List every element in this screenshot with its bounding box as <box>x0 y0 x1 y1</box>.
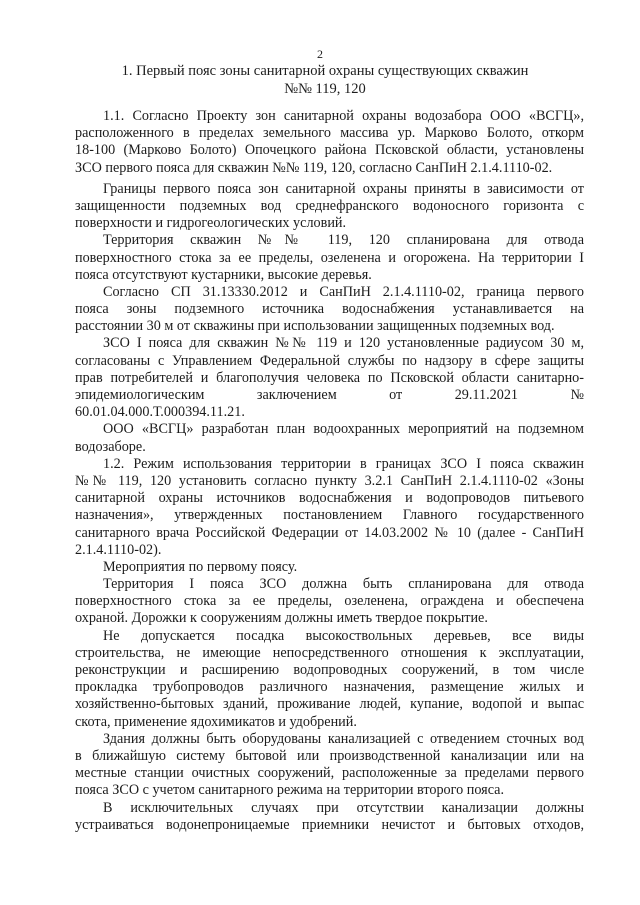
text-line: расстоянии 30 м от скважины при использовании защищенных подземных вод. <box>75 318 555 335</box>
text-line: Территория I пояса ЗСО должна быть спланирована для отвода <box>103 576 584 593</box>
text-line: №№ 119, 120 установить согласно пункту 3.2.1 СанПиН 2.1.4.1110-02 «Зоны <box>75 472 584 489</box>
text-line: прокладка трубопроводов различного назначения, размещение жилых и <box>75 679 584 696</box>
text-line: санитарного врача Российской Федерации от 14.03.2002 № 10 (далее - СанПиН <box>75 524 584 541</box>
text-line: охраной. Дорожки к сооружениям должны иметь твердое покрытие. <box>75 610 488 627</box>
text-line: поверхностного стока за ее пределы, озеленена, ограждена и обеспечена <box>75 593 584 610</box>
text-line: водозаборе. <box>75 438 146 455</box>
paragraph <box>75 456 584 559</box>
text-line: пояса отсутствуют кустарники, высокие деревья. <box>75 266 372 283</box>
text-line: назначения», утвержденных постановлением Главного государственного <box>75 507 584 524</box>
text-line: ЗСО первого пояса для скважин №№ 119, 120, согласно СанПиН 2.1.4.1110-02. <box>75 159 553 176</box>
text-line: местные станции очистных сооружений, расположенные за пределами первого <box>75 765 584 782</box>
paragraph <box>75 232 584 284</box>
text-line: поверхности и гидрогеологических условий. <box>75 215 347 232</box>
paragraph <box>75 731 584 800</box>
text-line: ООО «ВСГЦ» разработан план водоохранных мероприятий на подземном <box>103 421 584 438</box>
text-line: расположенного в пределах земельного массива ур. Марково Болото, откорм <box>75 125 584 142</box>
paragraph <box>75 800 584 834</box>
text-line: ЗСО I пояса для скважин №№ 119 и 120 установленные радиусом 30 м, <box>103 335 584 352</box>
section-title <box>60 62 590 98</box>
paragraph <box>75 421 584 455</box>
paragraph <box>75 181 584 233</box>
section-title-line-1: 1. Первый пояс зоны санитарной охраны существующих скважин <box>121 63 529 79</box>
text-line: строительства, не имеющие непосредственного отношения к эксплуатации, <box>75 644 584 661</box>
text-line: согласованы с Управлением Федеральной службы по надзору в сфере защиты <box>75 352 584 369</box>
text-line: санитарной охраны источников водоснабжения и водопроводов питьевого <box>75 490 584 507</box>
text-line: Мероприятия по первому поясу. <box>103 558 298 575</box>
text-line: 1.1. Согласно Проекту зон санитарной охраны водозабора ООО «ВСГЦ», <box>103 108 584 124</box>
section-title-line-2: №№ 119, 120 <box>284 81 366 97</box>
text-line: пояса зоны подземного источника водоснабжения устанавливается на <box>75 301 584 318</box>
text-line: эпидемиологическим заключением от 29.11.2021 № <box>75 387 584 403</box>
text-line: 1.2. Режим использования территории в границах ЗСО I пояса скважин <box>103 455 584 472</box>
paragraph <box>75 628 584 731</box>
paragraph <box>75 576 584 628</box>
text-line: реконструкции и расширению водопроводных сооружений, в том числе <box>75 662 584 678</box>
text-line: Территория скважин №№ 119, 120 спланирована для отвода <box>103 232 584 249</box>
paragraph <box>75 284 584 336</box>
paragraph <box>75 108 584 177</box>
text-line: скота, применение ядохимикатов и удобрений. <box>75 713 357 730</box>
text-line: поверхностного стока за ее пределы, озеленена и огорожена. На территории I <box>75 249 584 266</box>
text-line: В исключительных случаях при отсутствии канализации должны <box>103 799 584 816</box>
paragraph <box>75 559 584 576</box>
paragraph <box>75 335 584 421</box>
text-line: Здания должны быть оборудованы канализацией с отведением сточных вод <box>103 730 584 747</box>
page-number: 2 <box>317 47 323 61</box>
text-line: Границы первого пояса зон санитарной охраны приняты в зависимости от <box>103 180 584 197</box>
text-line: устраиваться водонепроницаемые приемники нечистот и бытовых отходов, <box>75 816 584 833</box>
text-line: 18-100 (Марково Болото) Опочецкого района Псковской области, установлены <box>75 142 584 159</box>
text-line: Не допускается посадка высокоствольных деревьев, все виды <box>103 627 584 644</box>
text-line: хозяйственно-бытовых зданий, проживание людей, купание, водопой и выпас <box>75 696 584 713</box>
text-line: Согласно СП 31.13330.2012 и СанПиН 2.1.4.1110-02, граница первого <box>103 283 584 300</box>
text-line: пояса ЗСО с учетом санитарного режима на территории второго пояса. <box>75 782 505 799</box>
text-line: прав потребителей и благополучия человека по Псковской области санитарно- <box>75 369 584 386</box>
text-line: 2.1.4.1110-02). <box>75 541 162 558</box>
text-line: в ближайшую систему бытовой или производственной канализации или на <box>75 747 584 764</box>
text-line: защищенности подземных вод среднефранского водоносного горизонта с <box>75 197 584 214</box>
document-body <box>75 108 584 834</box>
text-line: 60.01.04.000.Т.000394.11.21. <box>75 404 245 421</box>
